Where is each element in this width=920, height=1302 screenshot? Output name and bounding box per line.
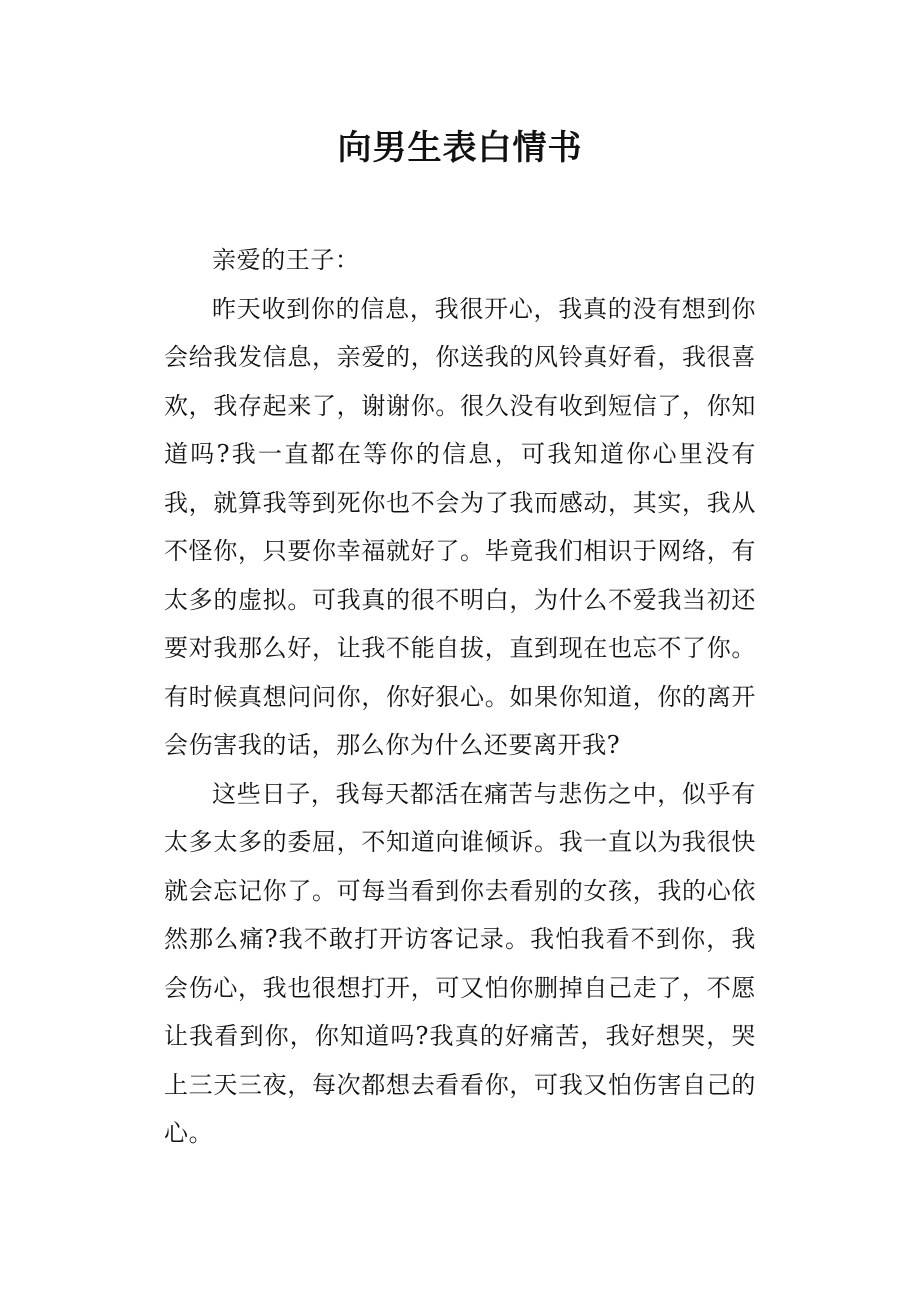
letter-body (164, 236, 756, 1158)
document-title: 向男生表白情书 (337, 128, 583, 168)
paragraph-1: 昨天收到你的信息，我很开心，我真的没有想到你会给我发信息，亲爱的，你送我的风铃真好看，我很喜欢，我存起来了，谢谢你。很久没有收到短信了，你知道吗?我一直都在等你的信息，可我知道你心里没有我，就算我等到死你也不会为了我而感动，其实，我从不怪你，只要你幸福就好了。毕竟我们相识于网络，有太多的虚拟。可我真的很不明白，为什么不爱我当初还要对我那么好，让我不能自拔，直到现在也忘不了你。有时候真想问问你，你好狠心。如果你知道，你的离开会伤害我的话，那么你为什么还要离开我? (164, 294, 756, 759)
paragraph-2: 这些日子，我每天都活在痛苦与悲伤之中，似乎有太多太多的委屈，不知道向谁倾诉。我一直以为我很快就会忘记你了。可每当看到你去看别的女孩，我的心依然那么痛?我不敢打开访客记录。我怕我看不到你，我会伤心，我也很想打开，可又怕你删掉自己走了，不愿让我看到你，你知道吗?我真的好痛苦，我好想哭，哭上三天三夜，每次都想去看看你，可我又怕伤害自己的心。 (164, 779, 756, 1147)
salutation: 亲爱的王子： (212, 246, 360, 274)
